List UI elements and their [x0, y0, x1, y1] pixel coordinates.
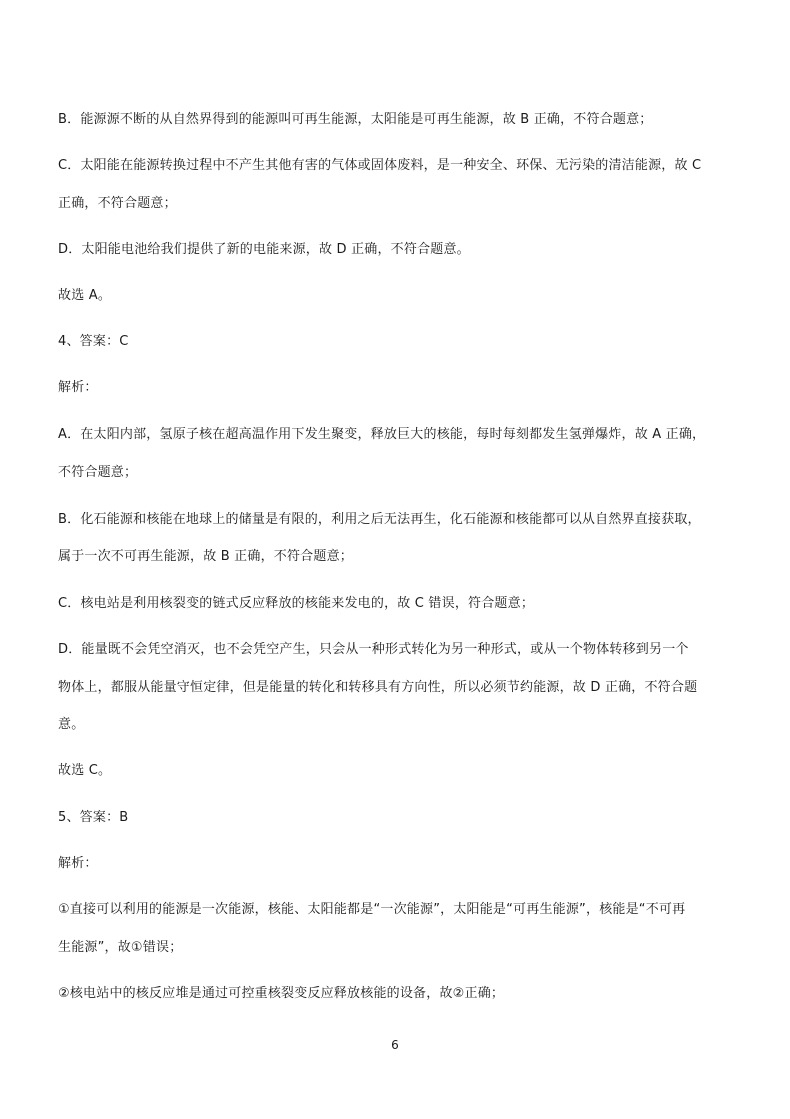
text-line: 生能源”，故①错误； [58, 940, 183, 955]
analysis-heading: 解析： [58, 856, 98, 871]
question-answer-4: 4、答案：C [58, 334, 129, 349]
text-line: 故选 A。 [58, 288, 112, 303]
text-line: B．能源源不断的从自然界得到的能源叫可再生能源，太阳能是可再生能源，故 B 正确，不符合题意； [58, 112, 653, 127]
text-line: 不符合题意； [58, 465, 138, 480]
question-answer-5: 5、答案：B [58, 810, 129, 825]
text-line: 物体上，都服从能量守恒定律，但是能量的转化和转移具有方向性，所以必须节约能源，故 D 正确，不符合题 [58, 680, 698, 695]
text-line: A．在太阳内部，氢原子核在超高温作用下发生聚变，释放巨大的核能，每时每刻都发生氢弹爆炸，故 A 正确， [58, 427, 706, 442]
text-line: D．能量既不会凭空消灭，也不会凭空产生，只会从一种形式转化为另一种形式，或从一个物体转移到另一个 [58, 642, 689, 657]
analysis-heading: 解析： [58, 380, 98, 395]
text-line: 故选 C。 [58, 763, 112, 778]
page-number: 6 [391, 1038, 399, 1052]
text-line: 正确，不符合题意； [58, 196, 177, 211]
text-line: C．太阳能在能源转换过程中不产生其他有害的气体或固体废料，是一种安全、环保、无污染的清洁能源，故 C [58, 158, 702, 173]
text-line: ①直接可以利用的能源是一次能源，核能、太阳能都是“一次能源”，太阳能是“可再生能源”，核能是“不可再 [58, 902, 686, 917]
text-line: 属于一次不可再生能源，故 B 正确，不符合题意； [58, 549, 353, 564]
text-line: B．化石能源和核能在地球上的储量是有限的，利用之后无法再生，化石能源和核能都可以从自然界直接获取， [58, 512, 701, 527]
text-line: ②核电站中的核反应堆是通过可控重核裂变反应释放核能的设备，故②正确； [58, 986, 505, 1001]
text-line: 意。 [58, 717, 85, 732]
text-line: D．太阳能电池给我们提供了新的电能来源，故 D 正确，不符合题意。 [58, 242, 470, 257]
text-line: C．核电站是利用核裂变的链式反应释放的核能来发电的，故 C 错误，符合题意； [58, 596, 535, 611]
